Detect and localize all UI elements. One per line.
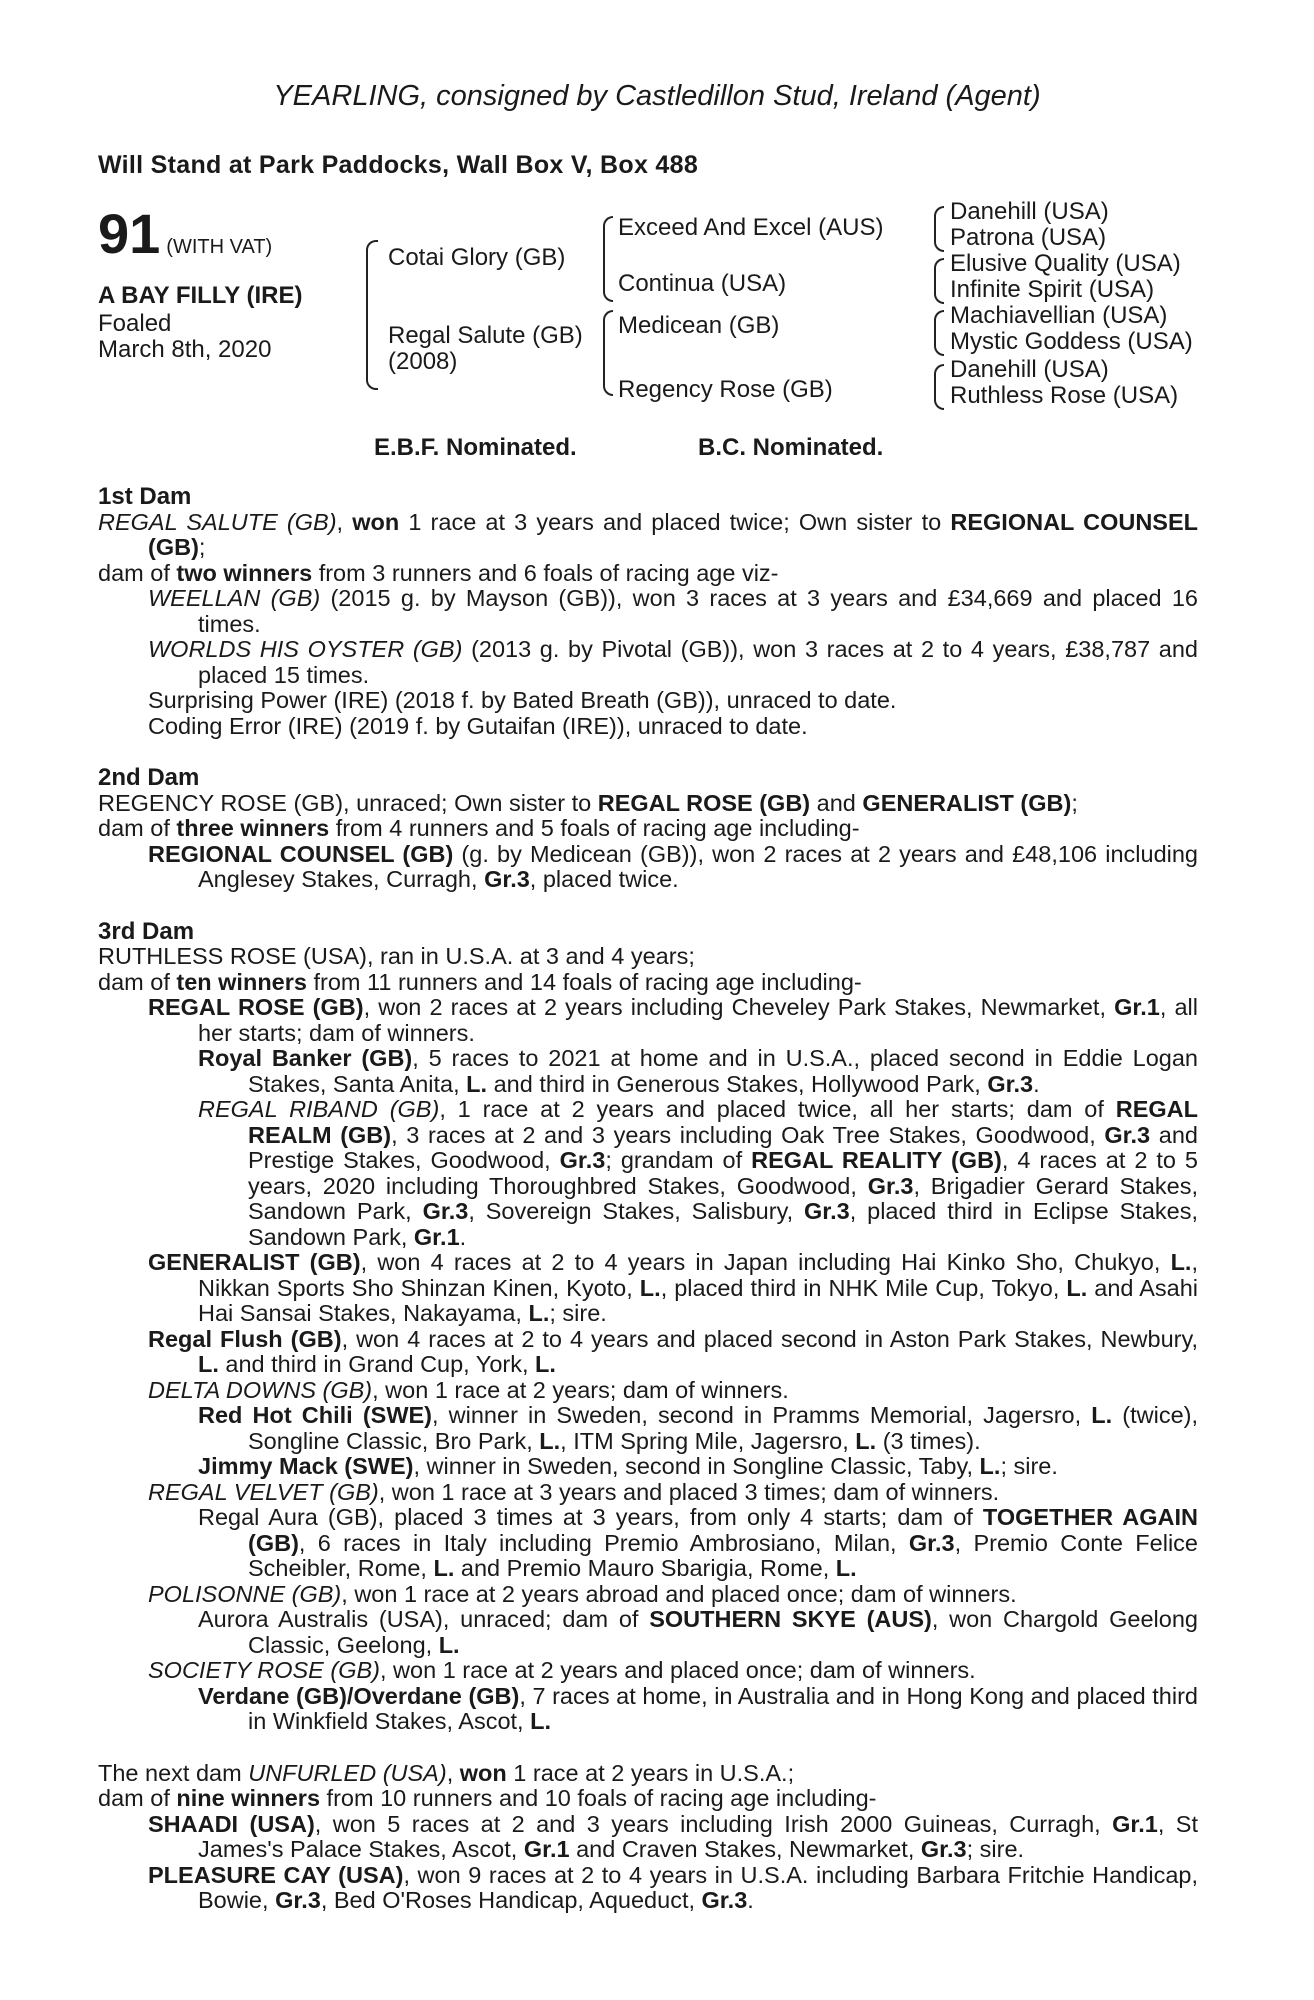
sire: Cotai Glory (GB) [388,244,566,271]
dam-produce-summary: dam of two winners from 3 runners and 6 foals of racing age viz- [98,559,779,586]
ancestor-8: Ruthless Rose (USA) [950,382,1179,409]
produce-entry: POLISONNE (GB), won 1 race at 2 years abroad and placed once; dam of winners. [148,1580,1017,1607]
ancestor-5: Machiavellian (USA) [950,302,1168,329]
consignor-line: YEARLING, consigned by Castledillon Stud, Ireland (Agent) [273,80,1041,112]
brace-outer [366,240,378,390]
produce-entry: WORLDS HIS OYSTER (GB) (2013 g. by Pivotal (GB)), won 3 races at 2 to 4 years, £38,787 and placed 15 times. [148,636,1198,688]
first-dam-section [98,484,1198,739]
ancestor-2: Patrona (USA) [950,224,1107,251]
produce-entry: REGAL ROSE (GB), won 2 races at 2 years including Cheveley Park Stakes, Newmarket, Gr.1, all her starts; dam of winners. [148,994,1199,1046]
brace-dam [603,310,613,396]
brace-sire [603,216,613,302]
produce-entry: GENERALIST (GB), won 4 races at 2 to 4 years in Japan including Hai Kinko Sho, Chukyo, L., Nikkan Sports Sho Shinzan Kinen, Kyoto, L., placed third in NHK Mile Cup, Tokyo, L. and Asahi Hai Sansai Stakes, Nakayama, L.; sire. [148,1249,1198,1326]
dam-record: The next dam UNFURLED (USA), won 1 race at 2 years in U.S.A.; [98,1759,795,1786]
produce-entry: SOCIETY ROSE (GB), won 1 race at 2 years and placed once; dam of winners. [148,1657,976,1683]
nominations [98,430,1198,470]
ancestor-3: Elusive Quality (USA) [950,250,1181,277]
produce-entry: SHAADI (USA), won 5 races at 2 and 3 years including Irish 2000 Guineas, Curragh, Gr.1, St James's Palace Stakes, Ascot, Gr.1 and Craven Stakes, Newmarket, Gr.3; sire. [148,1810,1198,1862]
ebf-nomination: E.B.F. Nominated. [374,434,577,461]
produce-entry: PLEASURE CAY (USA), won 9 races at 2 to 4 years in U.S.A. including Barbara Fritchie Handicap, Bowie, Gr.3, Bed O'Roses Handicap, Aqueduct, Gr.3. [148,1861,1198,1913]
produce-entry: REGIONAL COUNSEL (GB) (g. by Medicean (GB)), won 2 races at 2 years and £48,106 including Anglesey Stakes, Curragh, Gr.3, placed twice. [148,840,1198,892]
vat-note: (WITH VAT) [166,236,273,258]
catalogue-page [98,80,1198,1914]
produce-entry: Surprising Power (IRE) (2018 f. by Bated Breath (GB)), unraced to date. [148,687,897,713]
foaled-label: Foaled [98,310,172,337]
next-dam-section [98,1761,1198,1914]
produce-entry: Jimmy Mack (SWE), winner in Sweden, second in Songline Classic, Taby, L.; sire. [198,1453,1058,1479]
lot-number: 91 [98,202,161,265]
produce-entry: Coding Error (IRE) (2019 f. by Gutaifan (IRE)), unraced to date. [148,712,808,739]
ancestor-4: Infinite Spirit (USA) [950,276,1155,303]
dam-sire: Medicean (GB) [618,312,780,339]
dam-produce-summary: dam of nine winners from 10 runners and 10 foals of racing age including- [98,1785,877,1811]
produce-entry: Royal Banker (GB), 5 races to 2021 at home and in U.S.A., placed second in Eddie Logan Stakes, Santa Anita, L. and third in Generous Stakes, Hollywood Park, Gr.3. [198,1045,1198,1097]
horse-description: A BAY FILLY (IRE) [98,282,303,309]
dam-dam: Regency Rose (GB) [618,376,833,403]
brace-g4 [934,364,944,410]
stand-location: Will Stand at Park Paddocks, Wall Box V, Box 488 [98,151,699,179]
sire-dam: Continua (USA) [618,270,787,297]
produce-entry: WEELLAN (GB) (2015 g. by Mayson (GB)), won 3 races at 3 years and £34,669 and placed 16 times. [148,585,1198,637]
ancestor-6: Mystic Goddess (USA) [950,328,1193,355]
produce-entry: Red Hot Chili (SWE), winner in Sweden, second in Pramms Memorial, Jagersro, L. (twice), Songline Classic, Bro Park, L., ITM Spring Mile, Jagersro, L. (3 times). [198,1402,1198,1454]
section-heading: 2nd Dam [98,764,200,791]
produce-entry: REGAL VELVET (GB), won 1 race at 3 years and placed 3 times; dam of winners. [148,1478,1000,1505]
lot-number-block [98,202,273,265]
produce-entry: Regal Aura (GB), placed 3 times at 3 years, from only 4 starts; dam of TOGETHER AGAIN (GB), 6 races in Italy including Premio Ambrosiano, Milan, Gr.3, Premio Conte Felice Scheibler, Rome, L. and Premio Mauro Sbarigia, Rome, L. [198,1504,1198,1581]
foaled-date: March 8th, 2020 [98,336,272,363]
dam-year: (2008) [388,348,458,375]
section-heading: 3rd Dam [98,917,195,945]
dam-produce-summary: dam of ten winners from 11 runners and 14 foals of racing age including- [98,968,862,995]
bc-nomination: B.C. Nominated. [698,434,884,461]
pedigree-table [98,198,1198,430]
produce-entry: DELTA DOWNS (GB), won 1 race at 2 years; dam of winners. [148,1376,789,1403]
brace-g2 [934,258,944,304]
produce-entry: Regal Flush (GB), won 4 races at 2 to 4 years and placed second in Aston Park Stakes, Newbury, L. and third in Grand Cup, York, L. [148,1325,1198,1377]
brace-g1 [934,206,944,252]
third-dam-section [98,919,1198,1735]
section-heading: 1st Dam [98,483,192,510]
dam-record: REGENCY ROSE (GB), unraced; Own sister to REGAL ROSE (GB) and GENERALIST (GB); [98,789,1078,816]
produce-entry: Aurora Australis (USA), unraced; dam of SOUTHERN SKYE (AUS), won Chargold Geelong Classic, Geelong, L. [198,1606,1198,1658]
dam-record: REGAL SALUTE (GB), won 1 race at 3 years and placed twice; Own sister to REGIONAL COUNSEL (GB); [98,508,1199,560]
dam-produce-summary: dam of three winners from 4 runners and 5 foals of racing age including- [98,815,860,841]
ancestor-1: Danehill (USA) [950,198,1109,225]
produce-entry: Verdane (GB)/Overdane (GB), 7 races at home, in Australia and in Hong Kong and placed third in Winkfield Stakes, Ascot, L. [198,1682,1198,1734]
dam-record: RUTHLESS ROSE (USA), ran in U.S.A. at 3 and 4 years; [98,943,695,969]
second-dam-section [98,765,1198,893]
dam: Regal Salute (GB) [388,322,583,349]
sire-sire: Exceed And Excel (AUS) [618,214,884,241]
ancestor-7: Danehill (USA) [950,356,1109,383]
brace-g3 [934,310,944,356]
produce-entry: REGAL RIBAND (GB), 1 race at 2 years and placed twice, all her starts; dam of REGAL REALM (GB), 3 races at 2 and 3 years including Oak Tree Stakes, Goodwood, Gr.3 and Prestige Stakes, Goodwood, Gr.3; grandam of REGAL REALITY (GB), 4 races at 2 to 5 years, 2020 including Thoroughbred Stakes, Goodwood, Gr.3, Brigadier Gerard Stakes, Sandown Park, Gr.3, Sovereign Stakes, Salisbury, Gr.3, placed third in Eclipse Stakes, Sandown Park, Gr.1. [198,1096,1199,1250]
